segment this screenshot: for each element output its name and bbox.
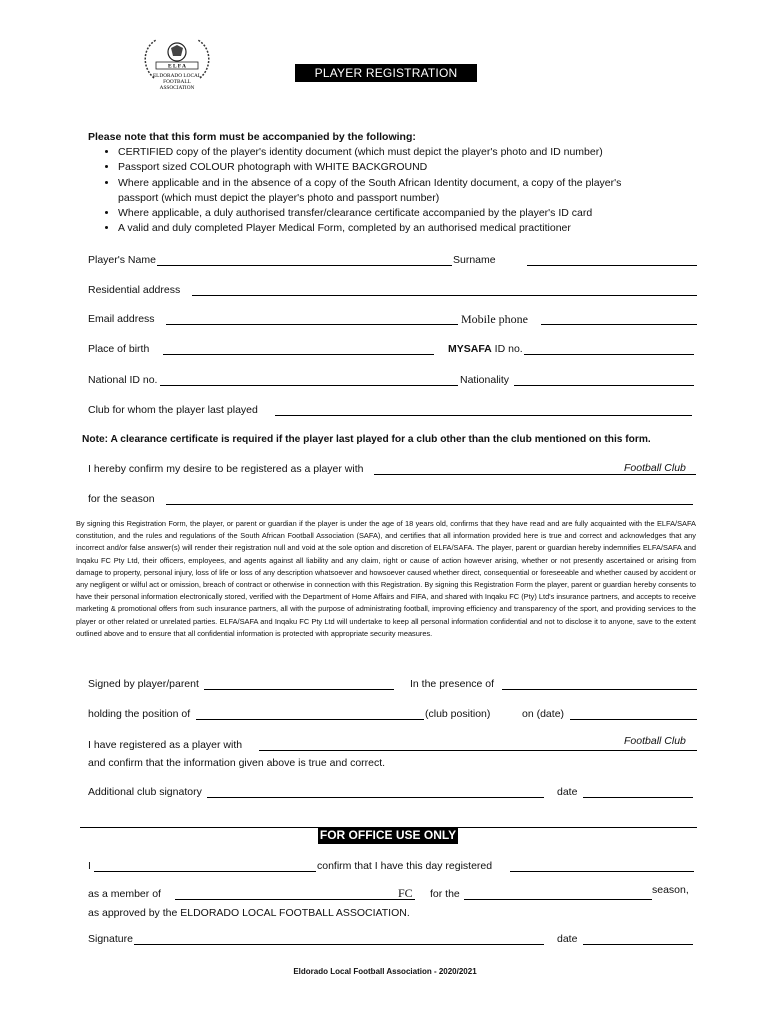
signature-label: Signature xyxy=(88,933,133,945)
club-last-played-label: Club for whom the player last played xyxy=(88,404,258,416)
national-id-label: National ID no. xyxy=(88,374,158,386)
id-no-label: ID no. xyxy=(491,343,523,355)
signature-field[interactable] xyxy=(134,944,544,945)
list-item: • Passport sized COLOUR photograph with WHITE BACKGROUND xyxy=(118,160,658,175)
national-id-field[interactable] xyxy=(160,385,458,386)
in-presence-field[interactable] xyxy=(502,689,697,690)
nationality-field[interactable] xyxy=(514,385,694,386)
office-player-field[interactable] xyxy=(510,871,694,872)
football-club-label-2: Football Club xyxy=(624,735,686,747)
date-label: date xyxy=(557,786,578,798)
requirements-list xyxy=(100,145,658,237)
club-position-label: (club position) xyxy=(425,708,491,720)
confirm-desire-label: I hereby confirm my desire to be registered as a player with xyxy=(88,463,364,475)
requirements-heading: Please note that this form must be accompanied by the following: xyxy=(88,131,416,143)
date-field[interactable] xyxy=(583,797,693,798)
surname-field[interactable] xyxy=(527,265,697,266)
email-address-label: Email address xyxy=(88,313,155,325)
place-of-birth-label: Place of birth xyxy=(88,343,150,355)
office-date-label: date xyxy=(557,933,578,945)
signed-by-label: Signed by player/parent xyxy=(88,678,199,690)
nationality-label: Nationality xyxy=(460,374,510,386)
form-title: PLAYER REGISTRATION FORM xyxy=(295,64,477,82)
list-item: • Where applicable, a duly authorised transfer/clearance certificate accompanied by the player's ID card xyxy=(118,206,658,221)
member-club-field[interactable] xyxy=(175,899,415,900)
surname-label: Surname xyxy=(453,254,496,266)
holding-position-field[interactable] xyxy=(196,719,424,720)
logo-crest-icon xyxy=(132,34,222,98)
players-name-field[interactable] xyxy=(157,265,452,266)
list-item: • A valid and duly completed Player Medical Form, completed by an authorised medical practitioner xyxy=(118,221,658,236)
mobile-phone-field[interactable] xyxy=(541,324,697,325)
logo-line-1: ELDORADO LOCAL xyxy=(152,73,202,79)
mobile-phone-label: Mobile phone xyxy=(461,312,528,326)
logo-line-2: FOOTBALL xyxy=(163,79,191,85)
on-date-label: on (date) xyxy=(522,708,565,720)
registered-as-player-label: I have registered as a player with xyxy=(88,739,243,751)
in-presence-label: In the presence of xyxy=(410,678,495,690)
member-of-label: as a member of xyxy=(88,888,161,900)
mysafa-label: MYSAFA xyxy=(448,343,492,355)
club-last-played-field[interactable] xyxy=(275,415,692,416)
office-i-label: I xyxy=(88,860,91,872)
mysafa-id-label xyxy=(448,343,523,355)
email-address-field[interactable] xyxy=(166,324,458,325)
fc-label: FC xyxy=(398,886,413,900)
office-season-field[interactable] xyxy=(464,899,652,900)
logo-line-3: ASSOCIATION xyxy=(159,85,195,91)
club-name-field[interactable] xyxy=(374,474,696,475)
confirm-registered-label: confirm that I have this day registered xyxy=(317,860,493,872)
page-footer: Eldorado Local Football Association - 2020/2021 xyxy=(293,967,477,976)
association-logo xyxy=(132,34,222,98)
additional-signatory-field[interactable] xyxy=(207,797,544,798)
residential-address-field[interactable] xyxy=(192,295,697,296)
office-date-field[interactable] xyxy=(583,944,693,945)
list-item: • CERTIFIED copy of the player's identity document (which must depict the player's photo and ID number) xyxy=(118,145,658,160)
office-use-title: FOR OFFICE USE ONLY xyxy=(319,828,457,842)
office-name-field[interactable] xyxy=(94,871,316,872)
confirm-info-label: and confirm that the information given above is true and correct. xyxy=(88,757,386,769)
registered-club-field[interactable] xyxy=(259,750,697,751)
holding-position-label: holding the position of xyxy=(88,708,191,720)
football-club-label: Football Club xyxy=(624,462,686,474)
consent-paragraph: By signing this Registration Form, the player, or parent or guardian if the player is under the age of 18 years old, confirms that they have read and are fully acquainted with the ELFA/SAFA constitution, and the rules and regulations of the South African Football Association (SAFA), and certifies that all information provided here is true and correct and acknowledges that any incorrect and/or false answer(s) will render their registration null and void at the sole option and discretion of ELFA/SAFA. The player, parent or guardian hereby indemnifies ELFA/SAFA and Inqaku FC Pty Ltd, their officers, employees, and agents against all liability and any claim, right or cause of action however arising, whether or not presently ascertained or arising from damage to property, personal injury, loss of life or loss of any description whatsoever and howsoever caused whether direct, consequential or foreseeable and whether caused by accident or any negligent or wilful act or omission, breach of contract or otherwise in connection with this Registration. By signing this Registration Form the player, parent or guardian hereby consents to have their personal information electronically stored, verified with the Department of Home Affairs and FIFA, and shared with Inqaku FC (Pty) Ltd's insurance partners, and accepts to receive marketing & promotional offers from such insurance partners, all with the purpose of administrating football, improving efficiency and transparency of the sport, and providing services to the player or other related or unrelated parties. ELFA/SAFA and Inqaku FC Pty Ltd will undertake to keep all personal information confidential and not to disclose it to anyone, save to the extent outlined above and to ensure that all confidential information is protected with appropriate security measures. xyxy=(76,519,696,638)
for-the-label: for the xyxy=(430,888,460,900)
mysafa-id-field[interactable] xyxy=(524,354,694,355)
clearance-note: Note: A clearance certificate is required if the player last played for a club other than the club mentioned on this form. xyxy=(82,434,651,445)
residential-address-label: Residential address xyxy=(88,284,181,296)
season-field[interactable] xyxy=(166,504,693,505)
additional-signatory-label: Additional club signatory xyxy=(88,786,202,798)
season-label: season, xyxy=(652,884,689,896)
logo-banner: E L F A xyxy=(168,63,186,70)
signed-by-field[interactable] xyxy=(204,689,394,690)
for-the-season-label: for the season xyxy=(88,493,155,505)
players-name-label: Player's Name xyxy=(88,254,156,266)
place-of-birth-field[interactable] xyxy=(163,354,434,355)
approved-by-label: as approved by the ELDORADO LOCAL FOOTBALL ASSOCIATION. xyxy=(88,907,410,919)
list-item: • Where applicable and in the absence of a copy of the South African Identity document, a copy of the player's passport (which must depict the player's photo and passport number) xyxy=(118,176,658,207)
on-date-field[interactable] xyxy=(570,719,697,720)
